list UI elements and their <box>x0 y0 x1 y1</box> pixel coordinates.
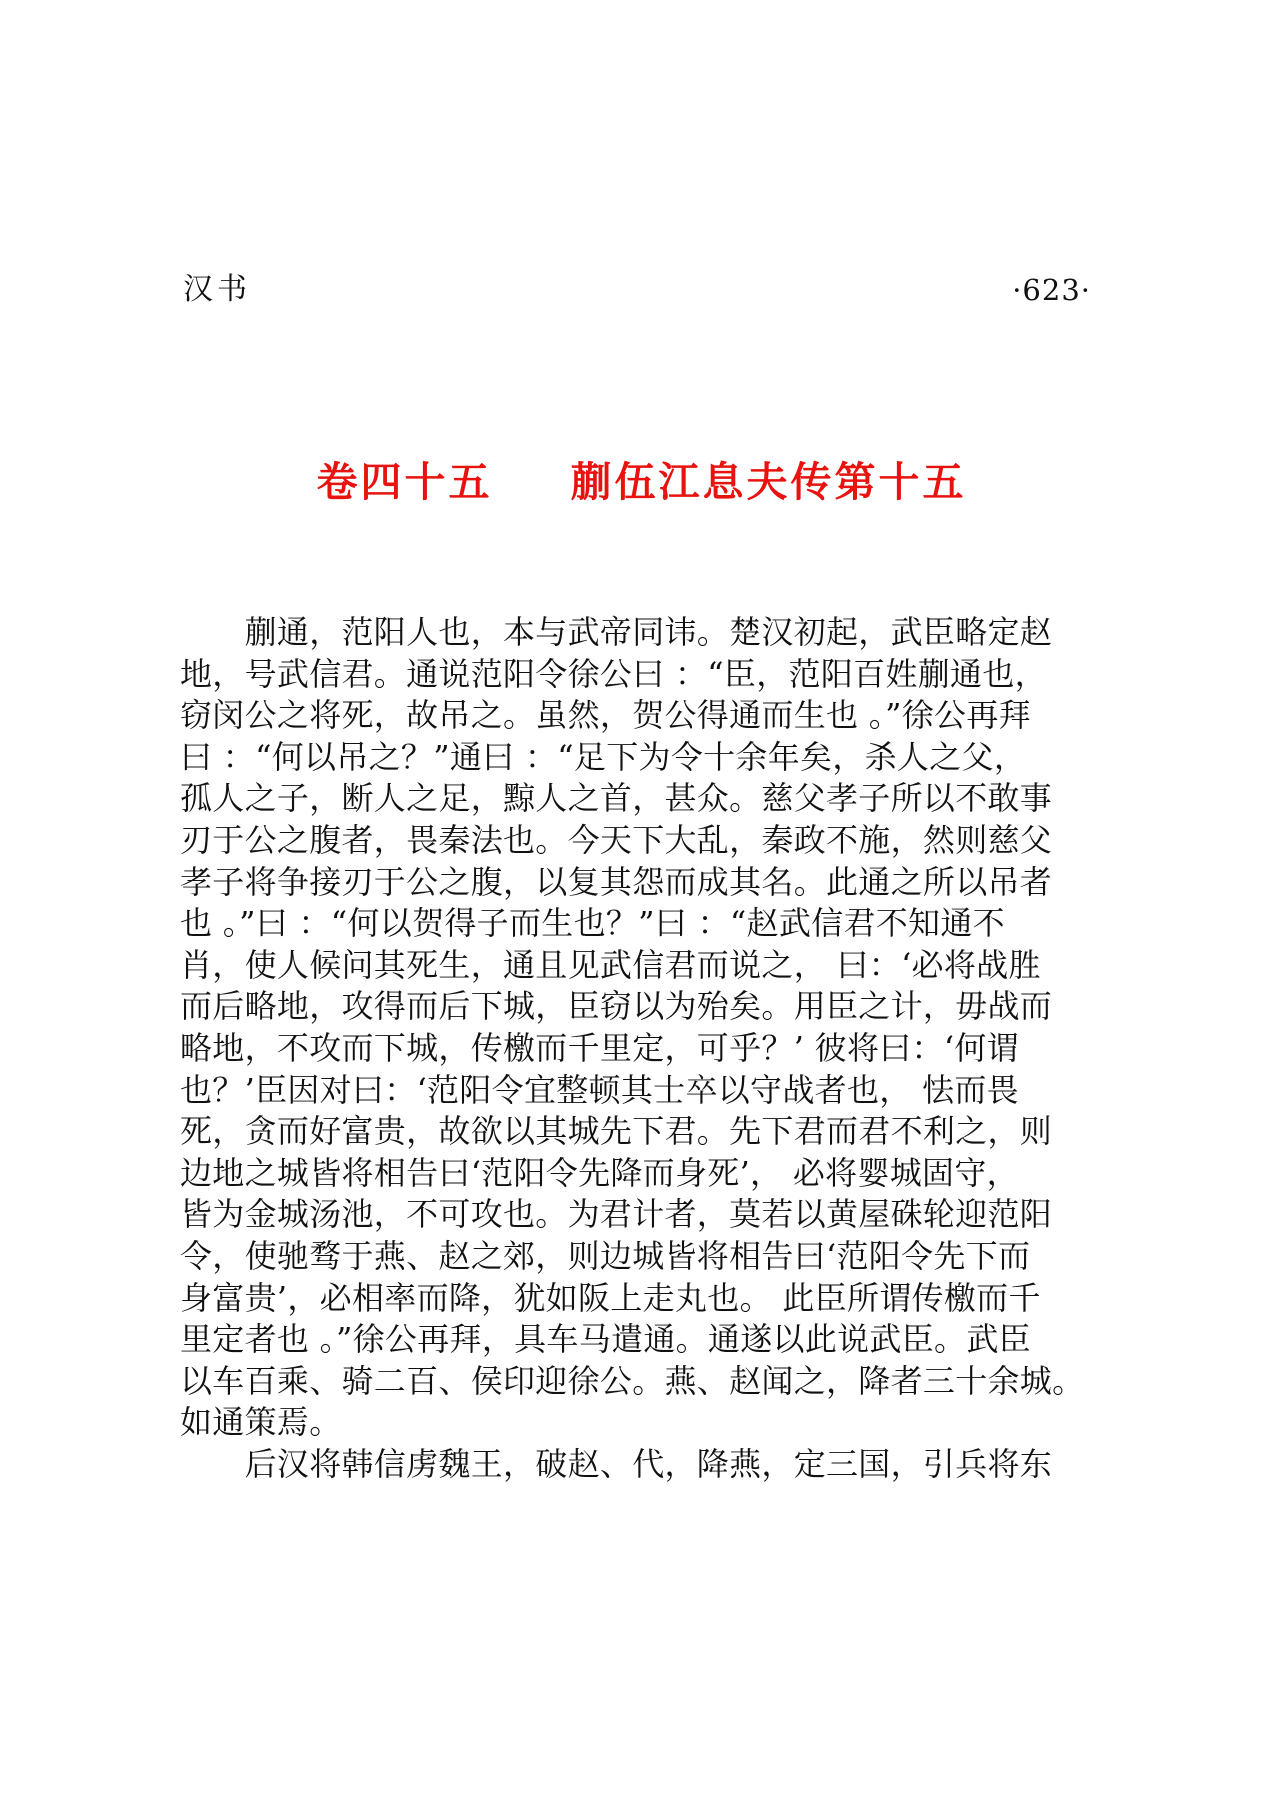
text-line: 蒯通，范阳人也，本与武帝同讳。楚汉初起，武臣略定赵 <box>180 613 1053 651</box>
body-text <box>180 612 1100 1485</box>
text-line: 孝子将争接刃于公之腹，以复其怨而成其名。此通之所以吊者 <box>180 862 1053 901</box>
text-line: 而后略地，攻得而后下城，臣窃以为殆矣。用臣之计，毋战而 <box>180 987 1053 1026</box>
text-line: 边地之城皆将相告曰‘范阳令先降而身死’， 必将婴城固守， <box>180 1153 1019 1192</box>
text-line: 地，号武信君。通说范阳令徐公曰 ：“臣，范阳百姓蒯通也， <box>180 654 1047 693</box>
text-line: 里定者也 。”徐公再拜，具车马遣通。通遂以此说武臣。武臣 <box>180 1320 1031 1359</box>
text-line: 刃于公之腹者，畏秦法也。今天下大乱，秦政不施，然则慈父 <box>180 820 1053 859</box>
chapter-title: 蒯伍江息夫传第十五 <box>570 458 967 506</box>
text-line: 肖，使人候问其死生，通且见武信君而说之， 曰：‘必将战胜 <box>180 945 1041 984</box>
text-line: 也 。”曰 ：“何以贺得子而生也？”曰 ：“赵武信君不知通不 <box>180 904 1005 943</box>
text-line: 死，贪而好富贵，故欲以其城先下君。先下君而君不利之，则 <box>180 1112 1053 1151</box>
running-title: 汉书 <box>183 272 251 307</box>
text-line: 皆为金城汤池，不可攻也。为君计者，莫若以黄屋硃轮迎范阳 <box>180 1195 1053 1234</box>
text-line: 以车百乘、骑二百、侯印迎徐公。燕、赵闻之，降者三十余城。 <box>180 1361 1085 1400</box>
text-line: 窃闵公之将死，故吊之。虽然，贺公得通而生也 。”徐公再拜 <box>180 696 1031 735</box>
text-line: 身富贵’，必相率而降，犹如阪上走丸也。 此臣所谓传檄而千 <box>180 1278 1041 1317</box>
page-number: ·623· <box>1012 273 1091 307</box>
chapter-heading <box>0 456 1283 508</box>
text-line: 如通策焉。 <box>180 1403 342 1442</box>
text-line: 孤人之子，断人之足，黥人之首，甚众。慈父孝子所以不敢事 <box>180 779 1053 818</box>
text-line: 令，使驰骛于燕、赵之郊，则边城皆将相告曰‘范阳令先下而 <box>180 1236 1031 1275</box>
chapter-volume: 卷四十五 <box>316 458 493 506</box>
text-line: 曰 ：“何以吊之？”通曰 ：“足下为令十余年矣，杀人之父， <box>180 737 1027 776</box>
text-line: 也？’臣因对曰：‘范阳令宜整顿其士卒以守战者也， 怯而畏 <box>180 1070 1019 1109</box>
text-line: 略地，不攻而下城，传檄而千里定，可乎？’ 彼将曰：‘何谓 <box>180 1028 1019 1067</box>
text-line: 后汉将韩信虏魏王，破赵、代，降燕，定三国，引兵将东 <box>180 1444 1053 1483</box>
